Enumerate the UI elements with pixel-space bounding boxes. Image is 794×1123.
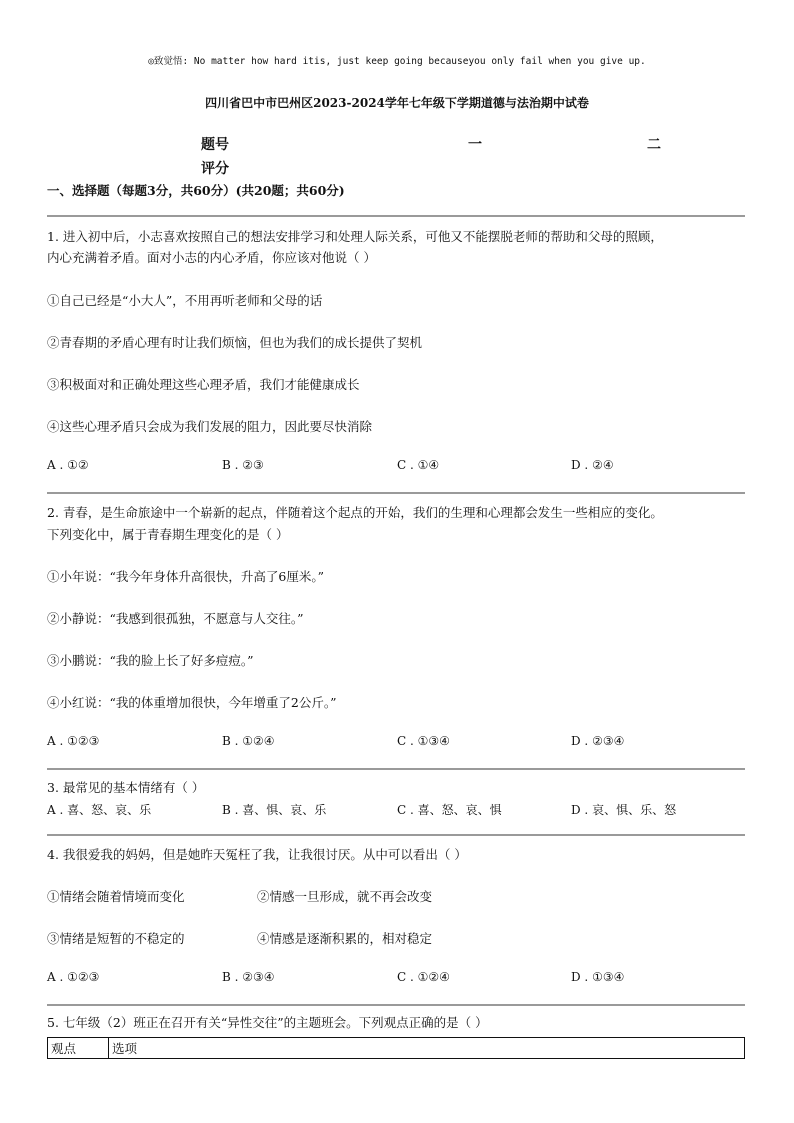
question-stem: 下列变化中，属于青春期生理变化的是（ ）: [47, 527, 289, 542]
score-table-row-label-score: 评分: [201, 161, 229, 177]
table-header-option: 选项: [109, 1038, 745, 1059]
answer-option-a[interactable]: A . ①②③: [47, 734, 100, 748]
answer-option-b[interactable]: B . ②③④: [222, 970, 275, 984]
statement-item: ③情绪是短暂的不稳定的: [47, 931, 185, 946]
statement-item: ①自己已经是“小大人”，不用再听老师和父母的话: [47, 293, 323, 308]
statement-item: ①情绪会随着情境而变化: [47, 889, 185, 904]
question-stem: 1. 进入初中后，小志喜欢按照自己的想法安排学习和处理人际关系，可他又不能摆脱老师的帮助和父母的照顾，: [47, 229, 663, 244]
divider: [47, 215, 745, 217]
table-row: [48, 1038, 745, 1059]
statement-item: ④这些心理矛盾只会成为我们发展的阻力，因此要尽快消除: [47, 419, 373, 434]
answer-option-b[interactable]: B . 喜、惧、哀、乐: [222, 803, 327, 817]
statement-item: ④小红说：“我的体重增加很快，今年增重了2公斤。”: [47, 695, 337, 710]
divider: [47, 768, 745, 770]
question-stem: 2. 青春，是生命旅途中一个崭新的起点，伴随着这个起点的开始，我们的生理和心理都会发生一些相应的变化。: [47, 505, 663, 520]
answer-option-a[interactable]: A . ①②: [47, 458, 89, 472]
statement-item: ③积极面对和正确处理这些心理矛盾，我们才能健康成长: [47, 377, 360, 392]
statement-item: ②情感一旦形成，就不再会改变: [257, 889, 433, 904]
statement-item: ④情感是逐渐积累的，相对稳定: [257, 931, 433, 946]
divider: [47, 834, 745, 836]
divider: [47, 492, 745, 494]
answer-option-b[interactable]: B . ①②④: [222, 734, 275, 748]
exam-title: 四川省巴中市巴州区2023-2024学年七年级下学期道德与法治期中试卷: [205, 96, 589, 110]
answer-option-a[interactable]: A . ①②③: [47, 970, 100, 984]
answer-option-d[interactable]: D . ②④: [571, 458, 614, 472]
question-stem: 4. 我很爱我的妈妈，但是她昨天冤枉了我，让我很讨厌。从中可以看出（ ）: [47, 847, 467, 862]
answer-option-d[interactable]: D . 哀、惧、乐、怒: [571, 803, 677, 817]
question-stem: 内心充满着矛盾。面对小志的内心矛盾，你应该对他说（ ）: [47, 250, 376, 265]
divider: [47, 1004, 745, 1006]
answer-option-d[interactable]: D . ①③④: [571, 970, 625, 984]
answer-option-b[interactable]: B . ②③: [222, 458, 264, 472]
section-heading: 一、选择题（每题3分，共60分）(共20题；共60分): [47, 183, 345, 198]
answer-option-c[interactable]: C . ①④: [397, 458, 440, 472]
statement-item: ②青春期的矛盾心理有时让我们烦恼，但也为我们的成长提供了契机: [47, 335, 423, 350]
table-header-viewpoint: 观点: [48, 1038, 109, 1059]
answer-option-c[interactable]: C . ①②④: [397, 970, 450, 984]
statement-item: ③小鹏说：“我的脸上长了好多痘痘。”: [47, 653, 254, 668]
motto: ◎致觉悟: No matter how hard itis, just keep going becauseyou only fail when you give up.: [148, 56, 646, 67]
score-table-col-1: 一: [468, 137, 482, 153]
score-table-row-label-question: 题号: [201, 137, 229, 153]
answer-option-c[interactable]: C . 喜、怒、哀、惧: [397, 803, 502, 817]
answer-option-c[interactable]: C . ①③④: [397, 734, 450, 748]
statement-item: ①小年说：“我今年身体升高很快，升高了6厘米。”: [47, 569, 324, 584]
question-stem: 3. 最常见的基本情绪有（ ）: [47, 780, 205, 795]
viewpoint-table: [47, 1037, 745, 1059]
answer-option-d[interactable]: D . ②③④: [571, 734, 625, 748]
question-stem: 5. 七年级（2）班正在召开有关“异性交往”的主题班会。下列观点正确的是（ ）: [47, 1015, 488, 1030]
score-table-col-2: 二: [647, 137, 661, 153]
statement-item: ②小静说：“我感到很孤独，不愿意与人交往。”: [47, 611, 304, 626]
answer-option-a[interactable]: A . 喜、怒、哀、乐: [47, 803, 152, 817]
